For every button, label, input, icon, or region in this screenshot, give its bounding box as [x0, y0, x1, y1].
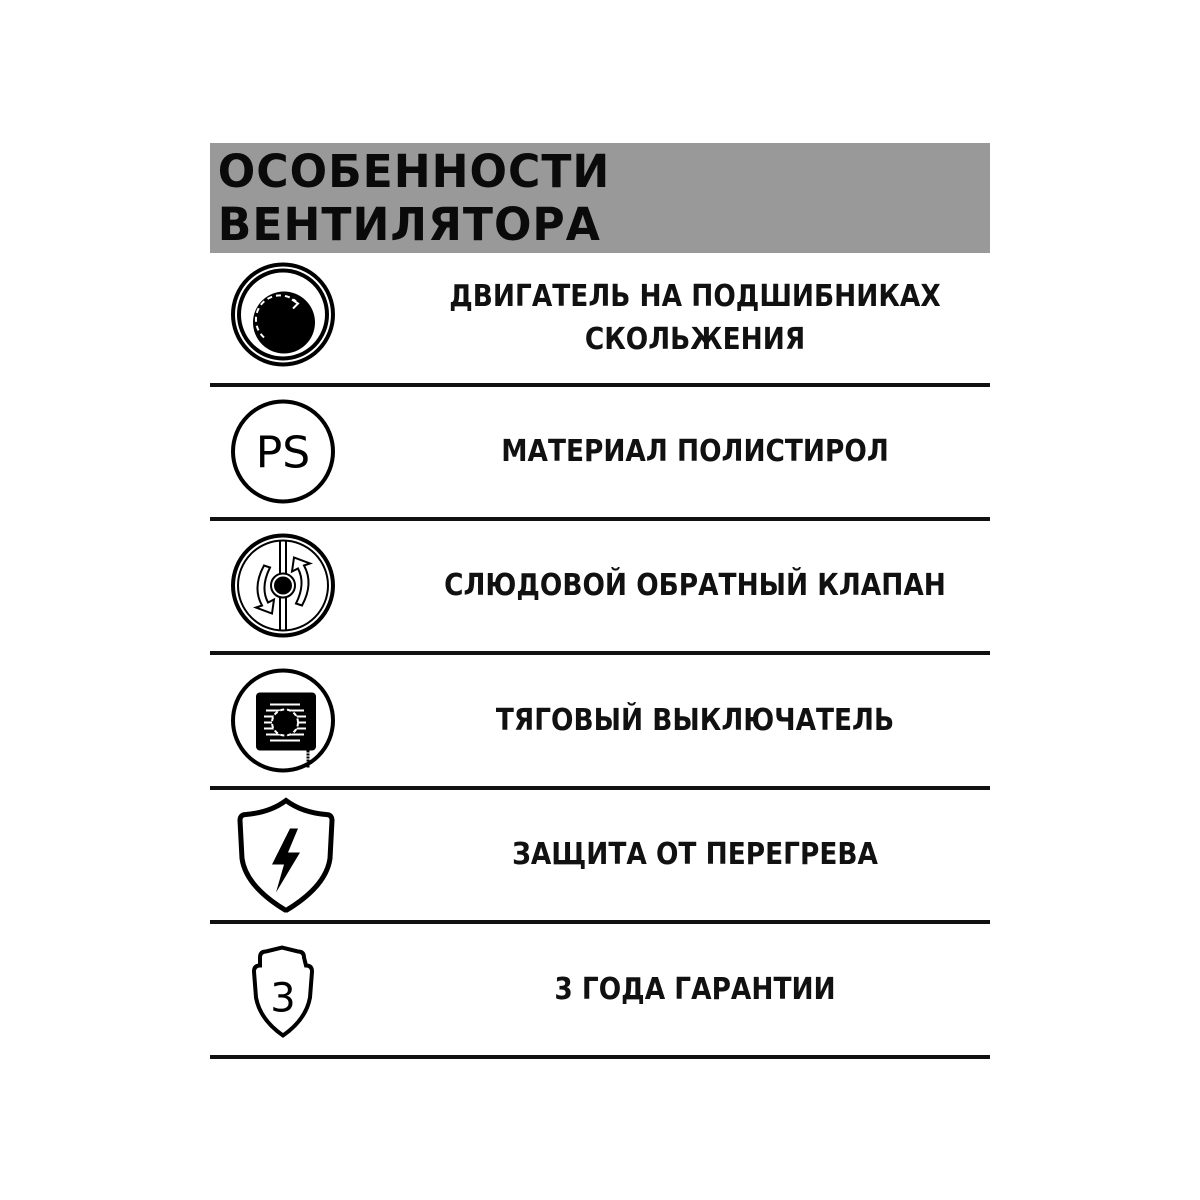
pull-switch-fan-icon: [228, 663, 338, 773]
feature-label-line2: СКОЛЬЖЕНИЯ: [584, 322, 806, 357]
check-valve-icon: [228, 528, 338, 638]
feature-row-pull-switch: [210, 656, 990, 790]
divider: [210, 920, 990, 924]
feature-row-warranty: [210, 925, 990, 1059]
feature-label: МАТЕРИАЛ ПОЛИСТИРОЛ: [501, 434, 889, 470]
ps-material-icon: [228, 394, 338, 504]
feature-row-bearing-motor: [210, 253, 990, 387]
page-title: ОСОБЕННОСТИ ВЕНТИЛЯТОРА: [217, 145, 611, 251]
feature-label: ТЯГОВЫЙ ВЫКЛЮЧАТЕЛЬ: [495, 703, 895, 739]
divider: [210, 1055, 990, 1059]
bearing-motor-icon: [228, 260, 338, 370]
svg-text:PS: PS: [255, 427, 311, 479]
feature-label: ЗАЩИТА ОТ ПЕРЕГРЕВА: [512, 837, 878, 873]
features-header: [210, 143, 990, 253]
feature-label-line1: ДВИГАТЕЛЬ НА ПОДШИБНИКАХ: [449, 278, 941, 314]
feature-row-check-valve: [210, 521, 990, 655]
svg-text:3: 3: [270, 975, 296, 1022]
feature-label: 3 ГОДА ГАРАНТИИ: [554, 972, 836, 1008]
feature-label: [435, 253, 954, 383]
divider: [210, 651, 990, 655]
feature-row-overheat-protection: [210, 790, 990, 924]
warranty-shield-icon: [228, 932, 338, 1042]
shield-lightning-icon: [228, 797, 338, 907]
feature-row-material: [210, 387, 990, 521]
feature-label: СЛЮДОВОЙ ОБРАТНЫЙ КЛАПАН: [444, 568, 946, 604]
